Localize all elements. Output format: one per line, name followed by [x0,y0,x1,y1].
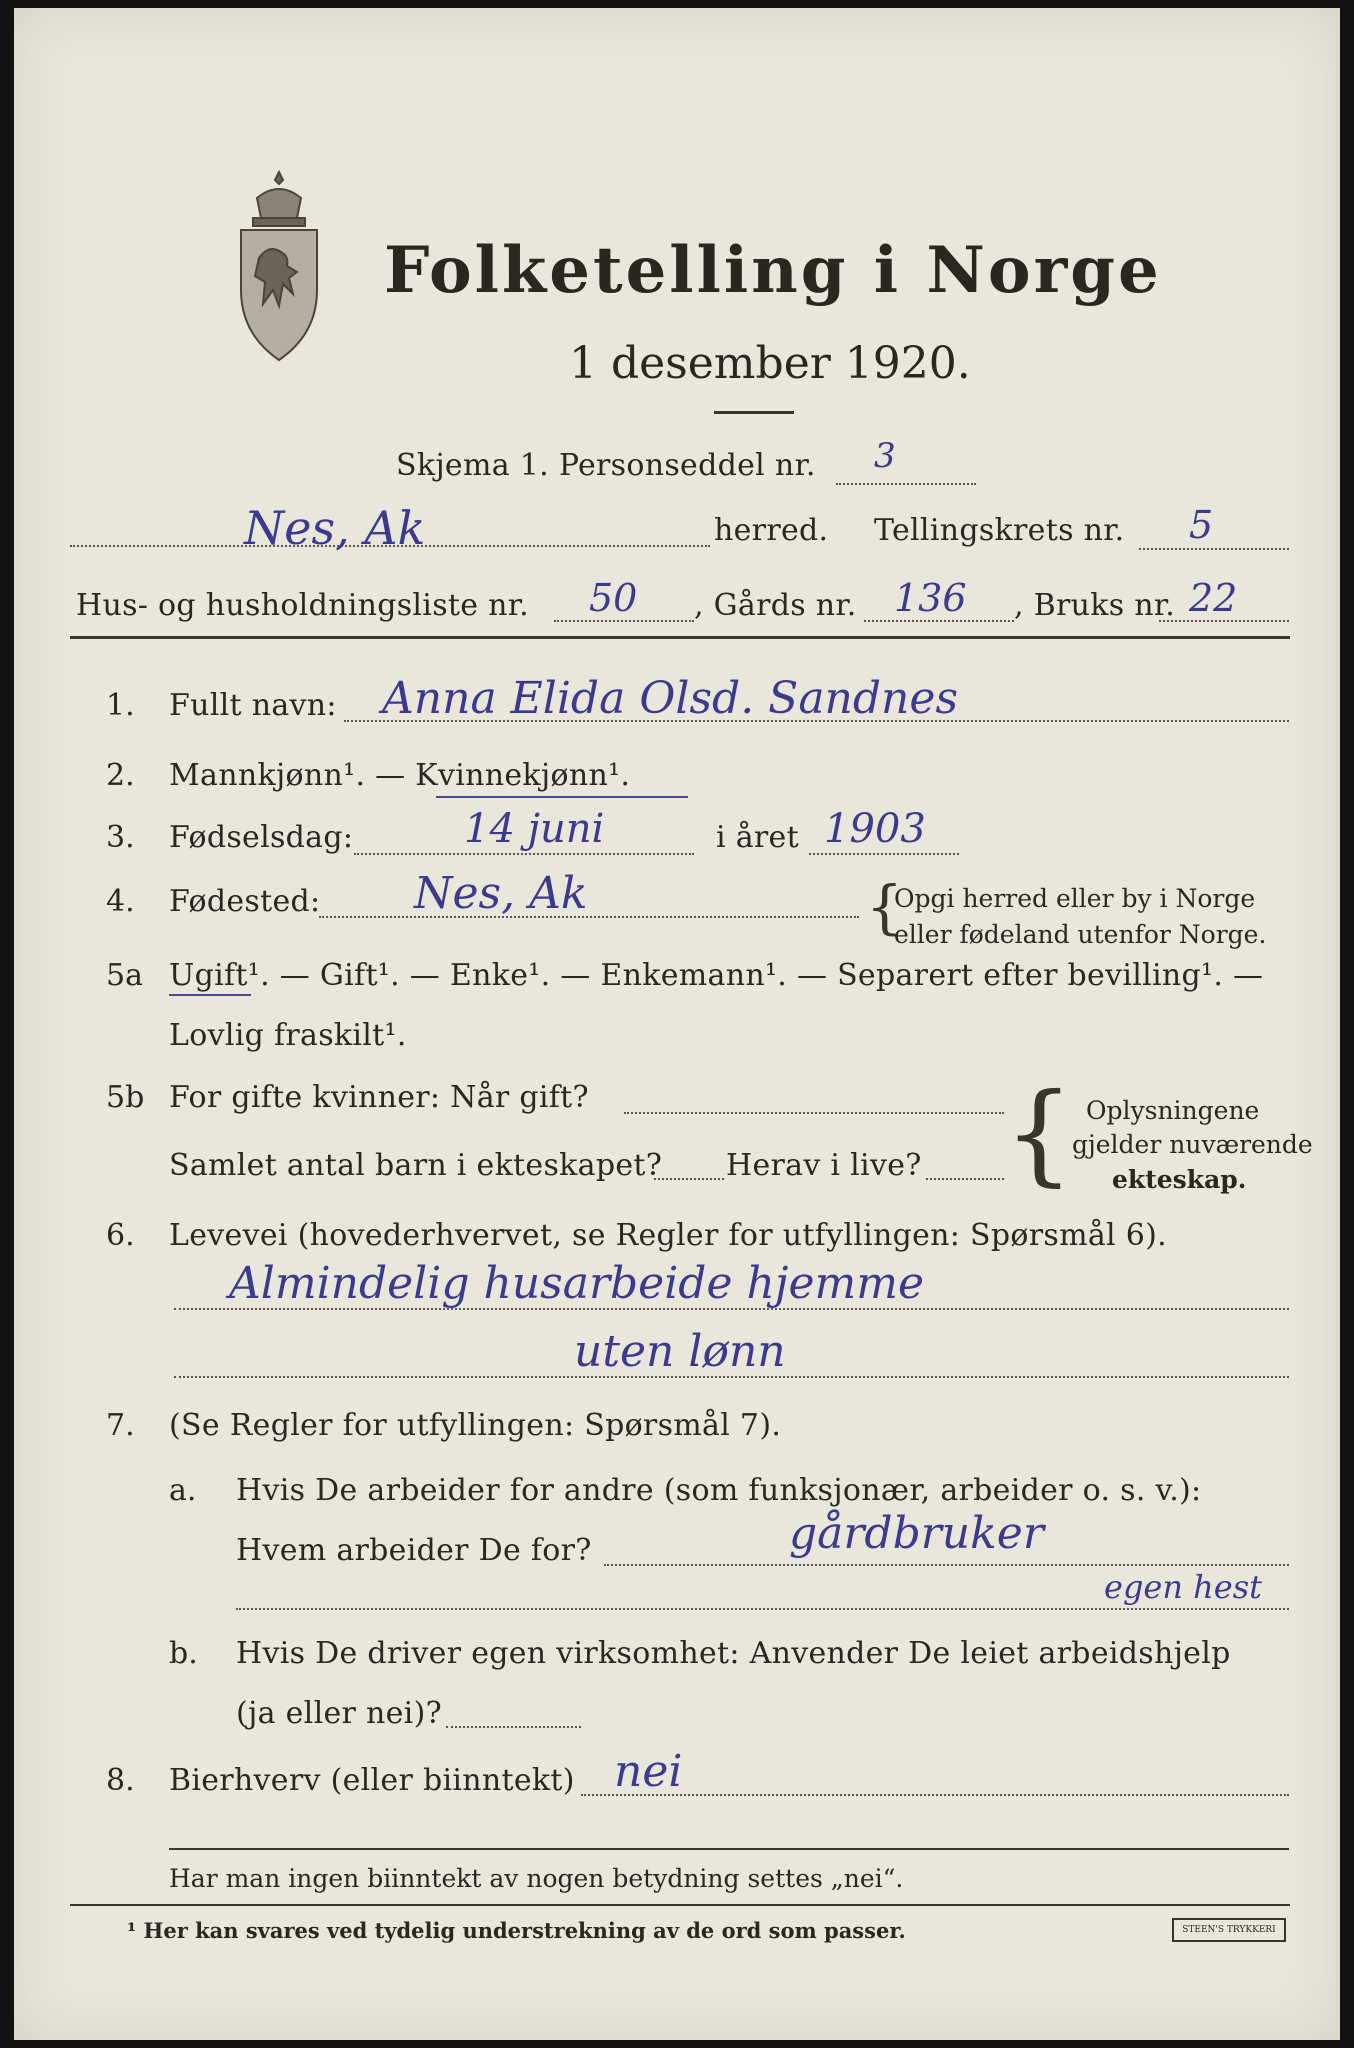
q5a-number: 5a [106,958,143,993]
gender-options: Mannkjønn¹. — Kvinnekjønn¹. [169,758,631,793]
birthday-value[interactable]: 14 juni [464,806,605,852]
q4-label: Fødested: [169,884,321,919]
q7a-letter: a. [169,1473,197,1508]
bruks-value[interactable]: 22 [1189,576,1238,620]
q7-number: 7. [106,1408,135,1443]
occupation-value-2[interactable]: uten lønn [574,1326,786,1377]
q7b-letter: b. [169,1636,198,1671]
gards-value[interactable]: 136 [894,576,967,620]
marital-options: Ugift¹. — Gift¹. — Enke¹. — Enkemann¹. — Separert efter bevilling¹. — [169,958,1264,993]
q5b-brace: { [1004,1069,1074,1197]
printer-stamp: STEEN'S TRYKKERI [1172,1918,1286,1942]
q5b-note-2: gjelder nuværende [1072,1130,1313,1159]
q7-label: (Se Regler for utfyllingen: Spørsmål 7). [169,1408,782,1443]
q5b-label-2: Samlet antal barn i ekteskapet? [169,1148,663,1183]
q8-label: Bierhverv (eller biinntekt) [169,1763,575,1798]
q6-label: Levevei (hovederhvervet, se Regler for utfyllingen: Spørsmål 6). [169,1218,1167,1253]
q3-label: Fødselsdag: [169,820,354,855]
q7b-text: Hvis De driver egen virksomhet: Anvender De leiet arbeidshjelp [236,1636,1231,1671]
employer-value[interactable]: gårdbruker [789,1508,1044,1559]
q5b-note-1: Oplysningene [1086,1096,1260,1125]
q7a-text: Hvis De arbeider for andre (som funksjonær, arbeider o. s. v.): [236,1473,1202,1508]
title-divider [714,411,794,414]
q6-number: 6. [106,1218,135,1253]
hus-value[interactable]: 50 [589,576,638,620]
form-title: Folketelling i Norge [384,233,1162,308]
birth-year-value[interactable]: 1903 [824,806,926,852]
tellingskrets-value[interactable]: 5 [1189,503,1214,547]
herred-value[interactable]: Nes, Ak [244,501,426,555]
occupation-value-1[interactable]: Almindelig husarbeide hjemme [229,1258,924,1309]
q7b-question: (ja eller nei)? [236,1696,442,1731]
footer-rule [169,1848,1289,1850]
q5b-label-1: For gifte kvinner: Når gift? [169,1080,589,1115]
tellingskrets-label: Tellingskrets nr. [874,513,1125,548]
year-label: i året [716,820,799,855]
q7a-question: Hvem arbeider De for? [236,1533,592,1568]
footnote: ¹ Her kan svares ved tydelig understrekning av de ord som passer. [127,1918,906,1943]
footer-note: Har man ingen biinntekt av nogen betydning settes „nei“. [169,1864,904,1893]
marital-underline [169,994,251,996]
q5b-number: 5b [106,1080,145,1115]
side-income-value[interactable]: nei [614,1746,683,1797]
q1-number: 1. [106,688,135,723]
bruks-label: , Bruks nr. [1014,588,1176,623]
q4-note-2: eller fødeland utenfor Norge. [894,920,1267,949]
q5b-label-3: Herav i live? [726,1148,922,1183]
q1-label: Fullt navn: [169,688,337,723]
full-name-value[interactable]: Anna Elida Olsd. Sandnes [382,673,959,724]
footnote-rule [70,1904,1290,1906]
q4-brace: { [866,873,903,941]
gards-label: , Gårds nr. [694,588,857,623]
gender-underline [436,796,688,798]
marital-options-2: Lovlig fraskilt¹. [169,1018,407,1053]
q4-number: 4. [106,884,135,919]
q4-note-1: Opgi herred eller by i Norge [894,884,1256,913]
q8-number: 8. [106,1763,135,1798]
q3-number: 3. [106,820,135,855]
skjema-label: Skjema 1. Personseddel nr. [396,448,816,483]
header-rule [70,636,1290,639]
census-form-page [14,8,1340,2040]
q2-number: 2. [106,758,135,793]
q5b-note-3: ekteskap. [1112,1165,1247,1194]
census-date: 1 desember 1920. [569,338,971,389]
birthplace-value[interactable]: Nes, Ak [414,868,588,919]
employer-value-2[interactable]: egen hest [1104,1568,1262,1606]
norway-coat-of-arms-icon [229,168,329,368]
hus-label: Hus- og husholdningsliste nr. [76,588,529,623]
herred-label: herred. [714,513,829,548]
personseddel-value[interactable]: 3 [874,436,896,476]
